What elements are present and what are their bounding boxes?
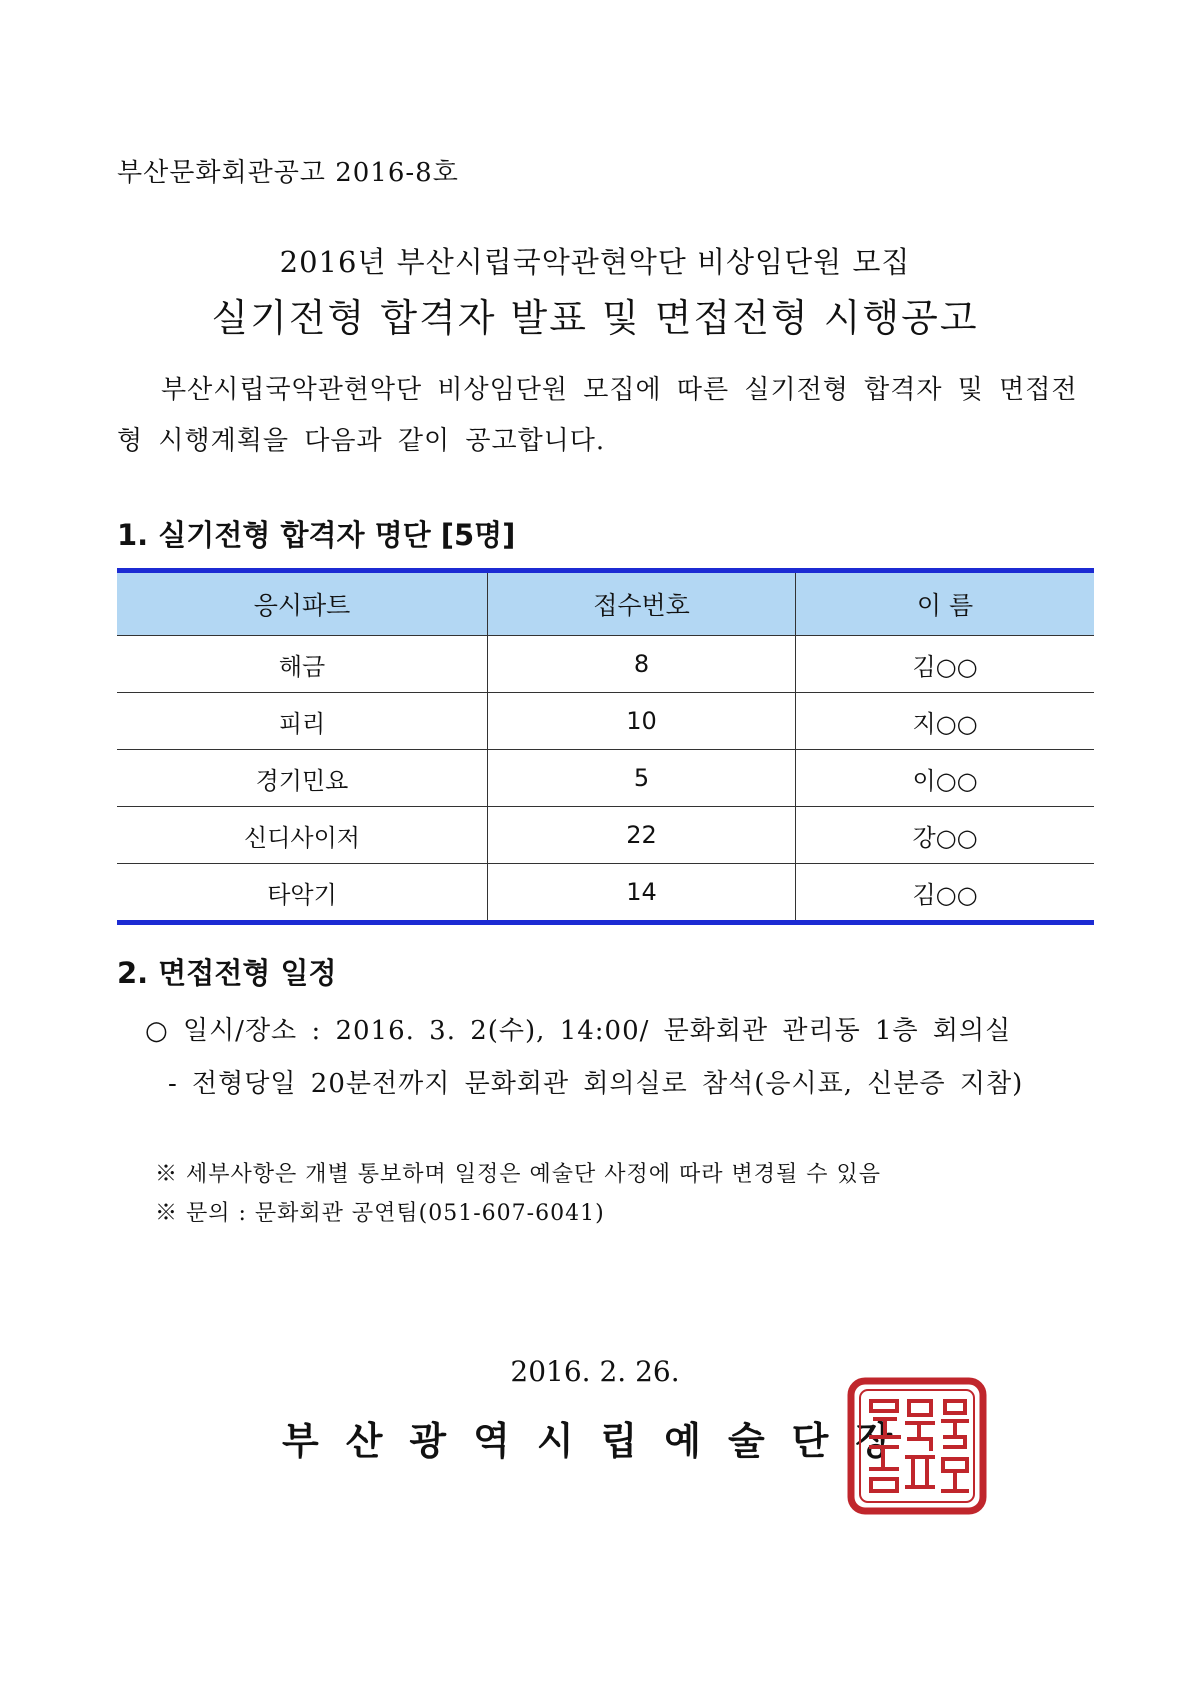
- table-row: [117, 693, 1094, 750]
- part-cell: 피리: [117, 693, 488, 750]
- number-cell: 8: [488, 636, 796, 693]
- table-row: [117, 864, 1094, 923]
- interview-schedule: ○ 일시/장소 : 2016. 3. 2(수), 14:00/ 문화회관 관리동 1층 회의실: [145, 1016, 1012, 1046]
- result-table: [117, 568, 1094, 925]
- note-details: ※ 세부사항은 개별 통보하며 일정은 예술단 사정에 따라 변경될 수 있음: [155, 1162, 881, 1187]
- table-header-row: [117, 571, 1094, 636]
- table-row: [117, 750, 1094, 807]
- number-cell: 22: [488, 807, 796, 864]
- note-contact: ※ 문의 : 문화회관 공연팀(051-607-6041): [155, 1201, 605, 1226]
- part-cell: 경기민요: [117, 750, 488, 807]
- official-seal-icon: [847, 1377, 987, 1515]
- name-cell: 강○○: [796, 807, 1095, 864]
- section2-heading: 2. 면접전형 일정: [117, 956, 337, 990]
- section1-heading: 1. 실기전형 합격자 명단 [5명]: [117, 518, 516, 552]
- issuer-name: 부산광역시립예술단장: [282, 1419, 920, 1463]
- part-cell: 신디사이저: [117, 807, 488, 864]
- intro-paragraph: 부산시립국악관현악단 비상임단원 모집에 따른 실기전형 합격자 및 면접전형 시행계획을 다음과 같이 공고합니다.: [117, 375, 1078, 456]
- interview-sub-note: - 전형당일 20분전까지 문화회관 회의실로 참석(응시표, 신분증 지참): [168, 1069, 1024, 1099]
- number-cell: 14: [488, 864, 796, 923]
- notice-number: 부산문화회관공고 2016-8호: [117, 158, 459, 188]
- column-header: 접수번호: [488, 571, 796, 636]
- name-cell: 김○○: [796, 636, 1095, 693]
- column-header: 이 름: [796, 571, 1095, 636]
- column-header: 응시파트: [117, 571, 488, 636]
- name-cell: 이○○: [796, 750, 1095, 807]
- name-cell: 지○○: [796, 693, 1095, 750]
- part-cell: 타악기: [117, 864, 488, 923]
- table-row: [117, 807, 1094, 864]
- number-cell: 5: [488, 750, 796, 807]
- number-cell: 10: [488, 693, 796, 750]
- part-cell: 해금: [117, 636, 488, 693]
- issue-date: 2016. 2. 26.: [510, 1355, 680, 1388]
- title-line-1: 2016년 부산시립국악관현악단 비상임단원 모집: [279, 245, 911, 279]
- table-row: [117, 636, 1094, 693]
- title-line-2: 실기전형 합격자 발표 및 면접전형 시행공고: [211, 296, 979, 340]
- result-table-wrapper: [117, 568, 1094, 925]
- name-cell: 김○○: [912, 880, 978, 909]
